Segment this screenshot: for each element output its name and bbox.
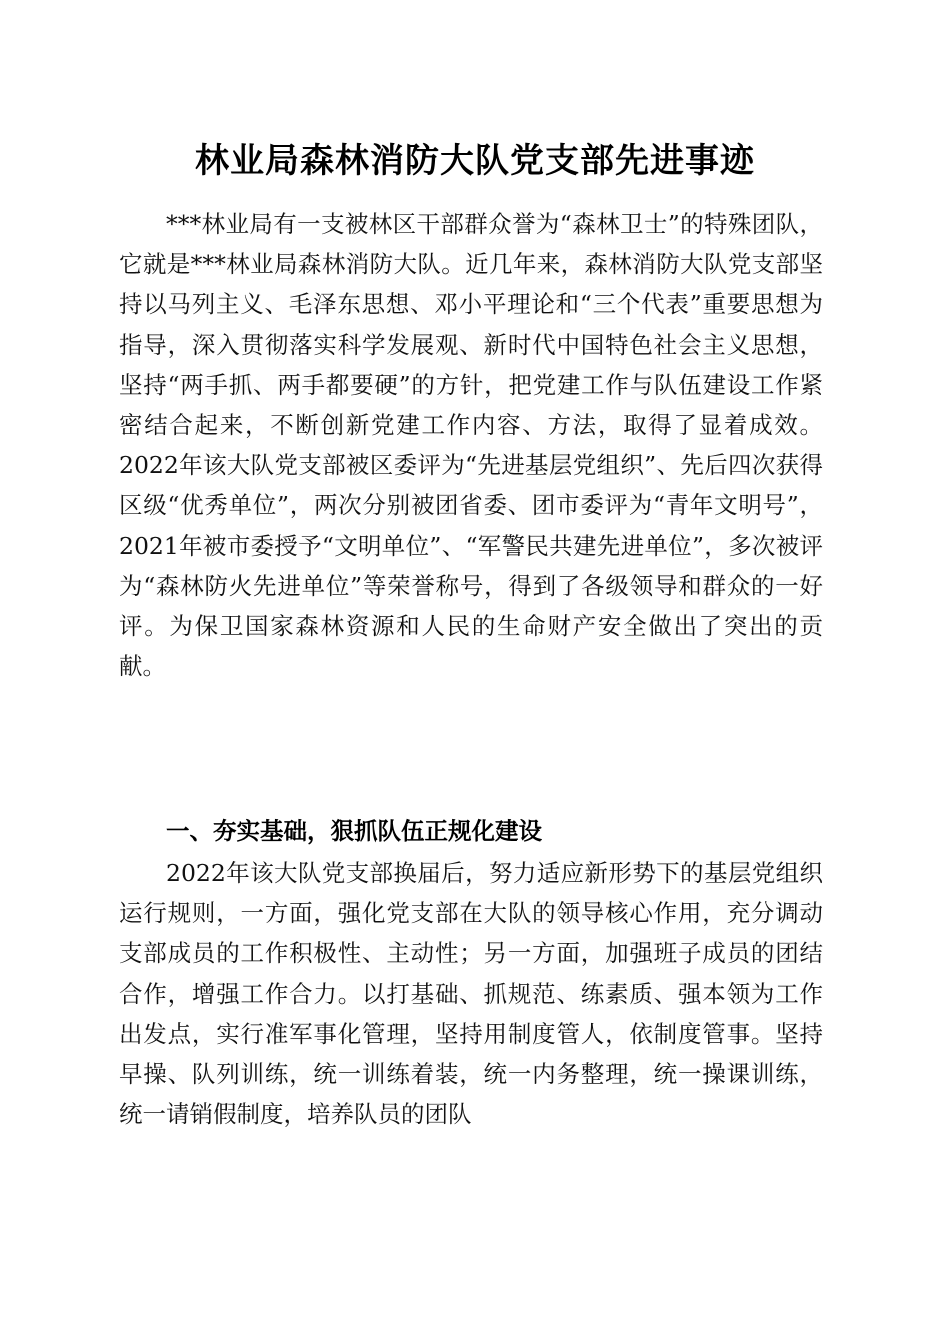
intro-paragraph: ***林业局有一支被林区干部群众誉为“森林卫士”的特殊团队，它就是***林业局森林消防大队。近几年来，森林消防大队党支部坚持以马列主义、毛泽东思想、邓小平理论和“三个代表”重要思想为指导，深入贯彻落实科学发展观、新时代中国特色社会主义思想，坚持“两手抓、两手都要硬”的方针，把党建工作与队伍建设工作紧密结合起来，不断创新党建工作内容、方法，取得了显着成效。2022年该大队党支部被区委评为“先进基层党组织”、先后四次获得区级“优秀单位”，两次分别被团省委、团市委评为“青年文明号”，2021年被市委授予“文明单位”、“军警民共建先进单位”，多次被评为“森林防火先进单位”等荣誉称号，得到了各级领导和群众的一好评。为保卫国家森林资源和人民的生命财产安全做出了突出的贡献。 bbox=[119, 210, 823, 681]
section-paragraph: 2022年该大队党支部换届后，努力适应新形势下的基层党组织运行规则，一方面，强化党支部在大队的领导核心作用，充分调动支部成员的工作积极性、主动性；另一方面，加强班子成员的团结合作，增强工作合力。以打基础、抓规范、练素质、强本领为工作出发点，实行准军事化管理，坚持用制度管人，依制度管事。坚持早操、队列训练，统一训练着装，统一内务整理，统一操课训练，统一请销假制度，培养队员的团队 bbox=[119, 859, 823, 1129]
section-heading: 一、夯实基础，狠抓队伍正规化建设 bbox=[166, 817, 542, 845]
page-title: 林业局森林消防大队党支部先进事迹 bbox=[195, 141, 755, 181]
